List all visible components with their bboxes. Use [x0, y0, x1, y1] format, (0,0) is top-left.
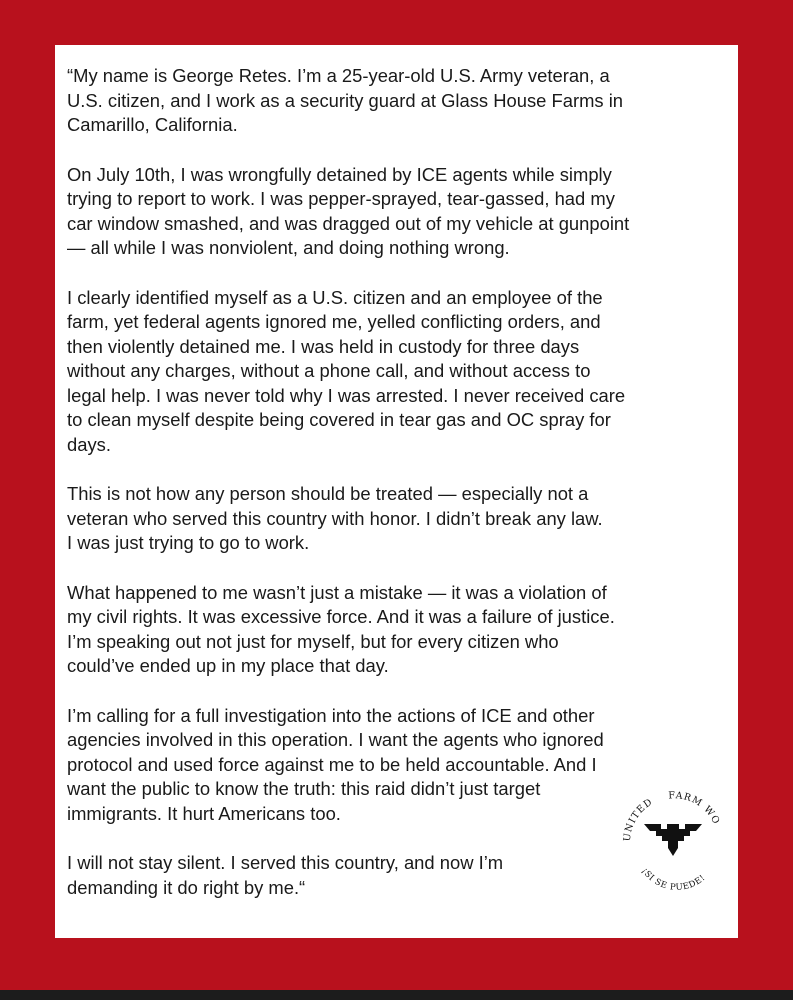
bottom-band [0, 990, 793, 1000]
statement-paragraph-1: “My name is George Retes. I’m a 25-year-old U.S. Army veteran, a U.S. citizen, and I work as a security guard at Glass House Farms in Camarillo, California. [67, 65, 624, 135]
statement-paragraph-2: On July 10th, I was wrongfully detained by ICE agents while simply trying to report to work. I was pepper-sprayed, tear-gassed, had my car window smashed, and was dragged out of my vehicle at gunpoint — all while I was nonviolent, and doing nothing wrong. [67, 163, 630, 258]
svg-text:UNITED: UNITED [621, 796, 655, 842]
statement-paragraph-5: What happened to me wasn’t just a mistake — it was a violation of my civil rights. It was excessive force. And it was a failure of justice. I’m speaking out not just for myself, but for every citizen who could’ve ended up in my place that day. [67, 581, 615, 676]
ufw-logo [614, 778, 732, 896]
svg-text:FARM WORKERS: FARM WO [668, 790, 722, 827]
black-eagle-icon [644, 824, 702, 856]
statement-card [55, 45, 738, 938]
statement-paragraph-3: I clearly identified myself as a U.S. citizen and an employee of the farm, yet federal agents ignored me, yelled conflicting orders, and then violently detained me. I was held in custody for three days without any charges, without a phone call, and without access to legal help. I was never told why I was arrested. I never received care to clean myself despite being covered in tear gas and OC spray for days. [67, 286, 626, 455]
statement-paragraph-7: I will not stay silent. I served this country, and now I’m demanding it do right by me.“ [67, 852, 504, 898]
svg-text:¡SI SE PUEDE!: ¡SI SE PUEDE! [639, 866, 708, 893]
ufw-logo-svg [614, 778, 732, 896]
statement-paragraph-6: I’m calling for a full investigation into the actions of ICE and other agencies involved in this operation. I want the agents who ignored protocol and used force against me to be held accountable. And I want the public to know the truth: this raid didn’t just target immigrants. It hurt Americans too. [67, 704, 604, 824]
statement-paragraph-4: This is not how any person should be treated — especially not a veteran who served this country with honor. I didn’t break any law. I was just trying to go to work. [67, 483, 603, 553]
